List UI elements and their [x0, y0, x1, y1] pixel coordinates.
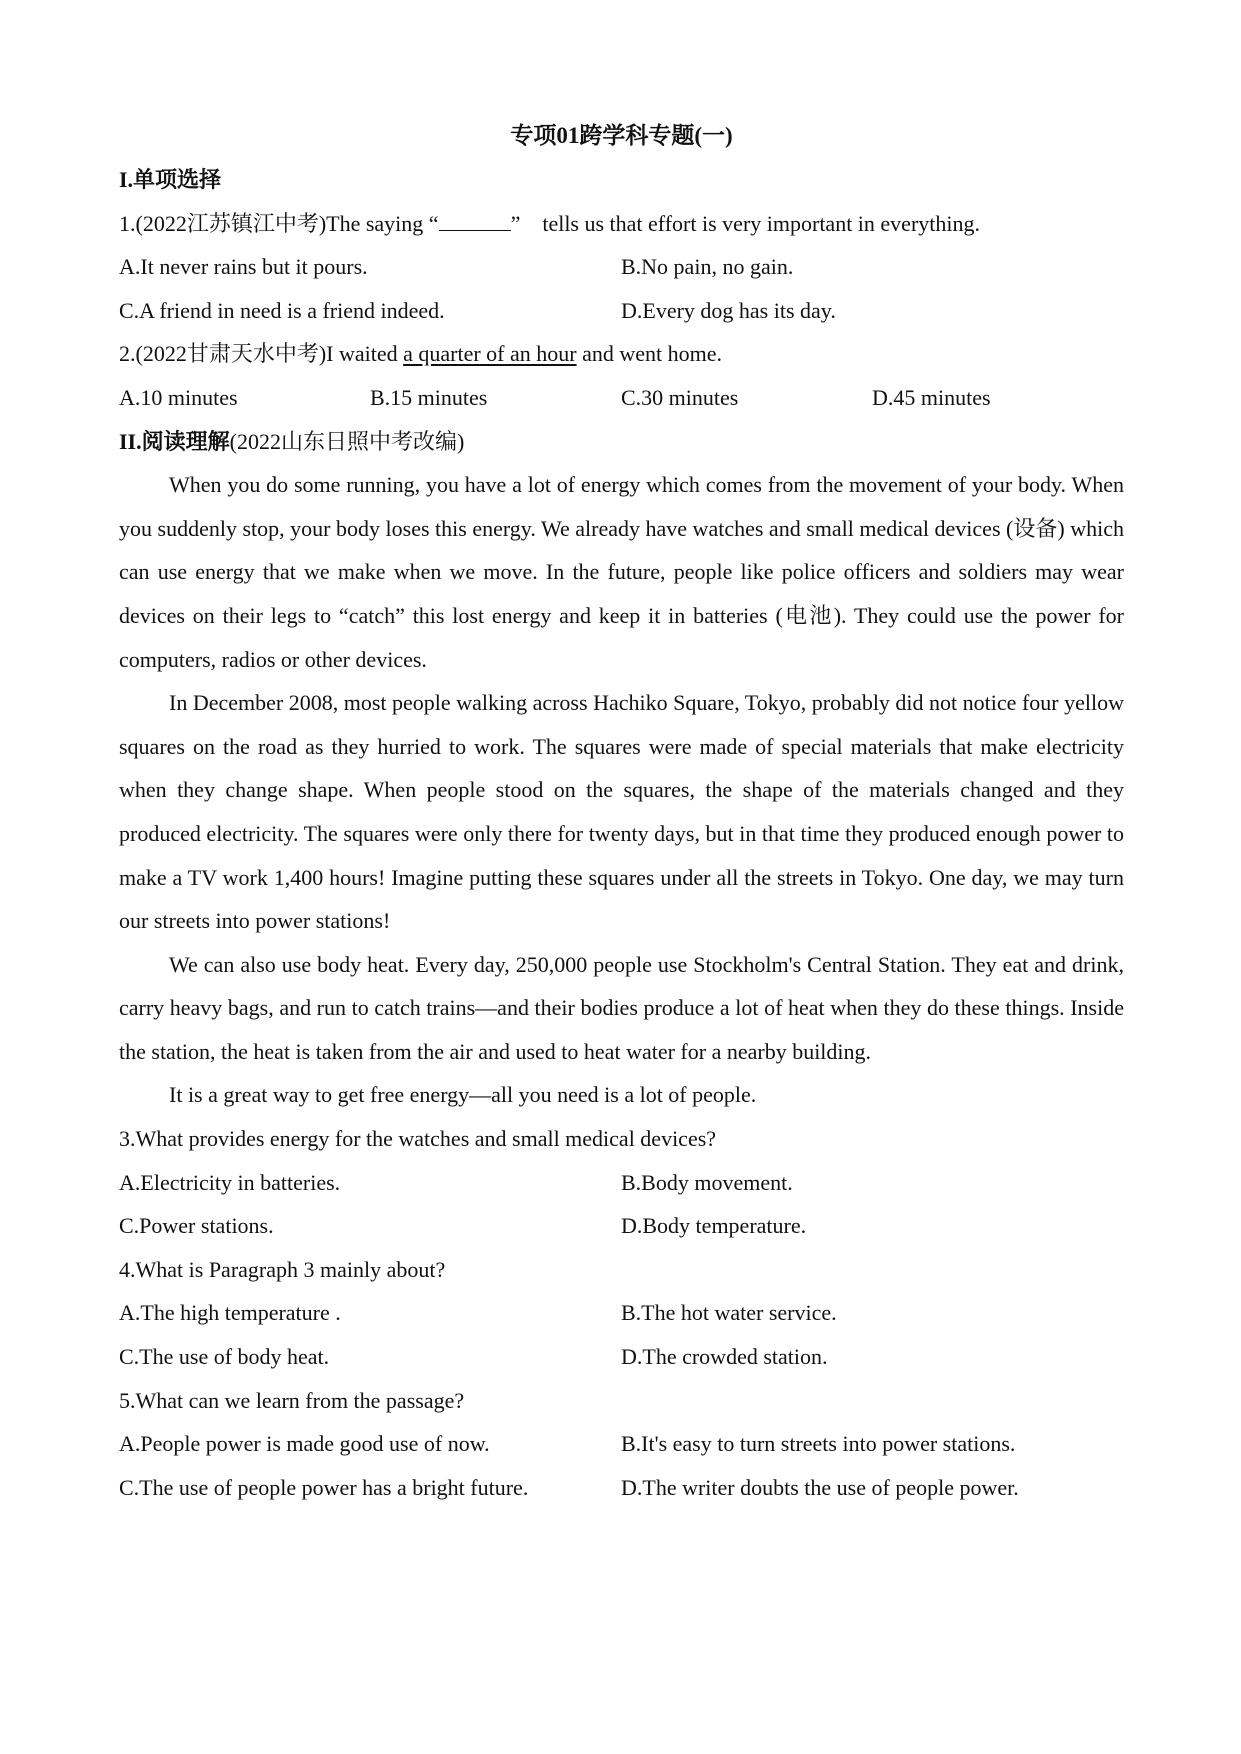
option-c: C.Power stations. [119, 1213, 274, 1239]
reading-source: (2022山东日照中考改编) [229, 428, 465, 454]
section-heading-reading [119, 420, 1124, 464]
option-b: B.15 minutes [370, 384, 488, 410]
option-b: B.No pain, no gain. [621, 254, 794, 280]
answer-blank [439, 212, 511, 231]
question-3-options-row-2 [119, 1204, 1124, 1248]
question-4-stem: 4.What is Paragraph 3 mainly about? [119, 1256, 446, 1282]
question-2-suffix: and went home. [576, 341, 723, 367]
option-d: D.45 minutes [872, 384, 991, 410]
question-5-options-row-1 [119, 1422, 1124, 1466]
passage-paragraph-2: In December 2008, most people walking across Hachiko Square, Tokyo, probably did not notice four yellow squares on the road as they hurried to work. The squares were made of special materials that make electricity when they change shape. When people stood on the squares, the shape of the materials changed and they produced electricity. The squares were only there for twenty days, but in that time they produced enough power to make a TV work 1,400 hours! Imagine putting these squares under all the streets in Tokyo. One day, we may turn our streets into power stations! [119, 690, 1124, 934]
question-1-options-row-2 [119, 289, 1124, 333]
option-d: D.Body temperature. [621, 1213, 807, 1239]
question-5-stem: 5.What can we learn from the passage? [119, 1387, 465, 1413]
question-2-prefix: 2.(2022甘肃天水中考)I waited [119, 341, 404, 367]
question-1-options-row-1 [119, 245, 1124, 289]
option-a: A.The high temperature . [119, 1300, 341, 1326]
question-3-stem: 3.What provides energy for the watches and small medical devices? [119, 1126, 717, 1152]
section-heading-single-choice: I.单项选择 [119, 167, 222, 192]
passage-paragraph-3: We can also use body heat. Every day, 250,000 people use Stockholm's Central Station. They eat and drink, carry heavy bags, and run to catch trains—and their bodies produce a lot of heat when they do these things. Inside the station, the heat is taken from the air and used to heat water for a nearby building. [119, 951, 1124, 1064]
worksheet-content [119, 116, 1124, 1509]
question-1-stem [119, 202, 1124, 246]
passage-paragraph-4: It is a great way to get free energy—all you need is a lot of people. [169, 1082, 757, 1108]
option-b: B.Body movement. [621, 1169, 793, 1195]
question-2-underlined: a quarter of an hour [403, 341, 577, 367]
question-2-options-row [119, 376, 1124, 420]
option-c: C.The use of body heat. [119, 1344, 330, 1370]
option-a: A.People power is made good use of now. [119, 1431, 490, 1457]
question-1-suffix: ” tells us that effort is very important in everything. [510, 210, 980, 236]
question-1-prefix: 1.(2022江苏镇江中考)The saying “ [119, 210, 439, 236]
question-3-options-row-1 [119, 1161, 1124, 1205]
option-d: D.The writer doubts the use of people power. [621, 1474, 1019, 1500]
page-title: 专项01跨学科专题(一) [510, 123, 733, 148]
question-2-stem [119, 332, 1124, 376]
reading-heading: II.阅读理解 [119, 428, 230, 454]
option-c: C.30 minutes [621, 384, 739, 410]
option-b: B.It's easy to turn streets into power stations. [621, 1431, 1016, 1457]
option-c: C.A friend in need is a friend indeed. [119, 297, 445, 323]
question-4-options-row-1 [119, 1291, 1124, 1335]
passage-paragraph-1: When you do some running, you have a lot of energy which comes from the movement of your body. When you suddenly stop, your body loses this energy. We already have watches and small medical devices (设备) which can use energy that we make when we move. In the future, people like police officers and soldiers may wear devices on their legs to “catch” this lost energy and keep it in batteries (电池). They could use the power for computers, radios or other devices. [119, 472, 1124, 672]
option-d: D.The crowded station. [621, 1344, 828, 1370]
option-c: C.The use of people power has a bright future. [119, 1474, 529, 1500]
option-a: A.10 minutes [119, 384, 238, 410]
question-5-options-row-2 [119, 1466, 1124, 1510]
question-4-options-row-2 [119, 1335, 1124, 1379]
option-a: A.It never rains but it pours. [119, 254, 368, 280]
option-b: B.The hot water service. [621, 1300, 837, 1326]
option-a: A.Electricity in batteries. [119, 1169, 341, 1195]
option-d: D.Every dog has its day. [621, 297, 836, 323]
